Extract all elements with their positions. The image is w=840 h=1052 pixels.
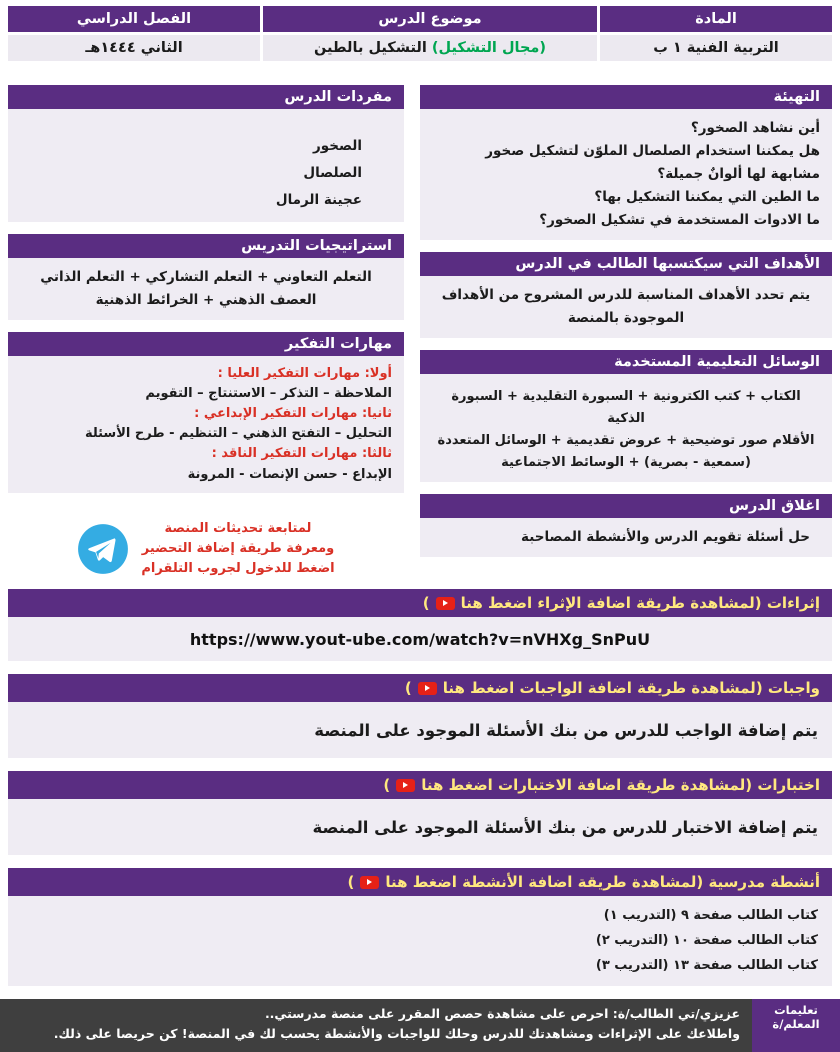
term-value: الثاني ١٤٤٤هـ <box>8 35 260 61</box>
vocabulary-item: الصخور <box>313 138 362 154</box>
activities-header-paren: ) <box>347 873 355 892</box>
youtube-icon[interactable] <box>396 779 415 792</box>
teacher-instructions-text <box>0 999 752 1052</box>
term-column <box>8 6 260 61</box>
topic-column <box>263 6 597 61</box>
thinking-label: ثانيا: مهارات التفكير الإبداعي : <box>194 406 392 422</box>
youtube-icon[interactable] <box>360 876 379 889</box>
vocabulary-body <box>8 109 404 222</box>
vocabulary-item: عجينة الرمال <box>275 192 362 208</box>
aids-line: الأقلام صور توضيحية + عروض تقديمية + الوسائل المتعددة <box>437 432 815 448</box>
thinking-text: الإبداع - حسن الإنصات - المرونة <box>187 466 392 482</box>
tests-header-paren: ) <box>383 776 391 795</box>
teacher-instructions-line: عزيزي/تي الطالب/ة: احرص على مشاهدة حصص المقرر على منصة مدرستي.. <box>264 1006 740 1022</box>
section-homework <box>8 674 832 758</box>
tests-header[interactable] <box>8 771 832 799</box>
homework-header[interactable] <box>8 674 832 702</box>
vocabulary-item: الصلصال <box>303 165 362 181</box>
enrichments-body <box>8 617 832 661</box>
enrichments-header[interactable] <box>8 589 832 617</box>
youtube-icon[interactable] <box>436 597 455 610</box>
telegram-promo-line: اضغط للدخول لجروب التلقرام <box>141 561 335 576</box>
closing-body: حل أسئلة تقويم الدرس والأنشطة المصاحبة <box>420 518 832 557</box>
warmup-line: ما الطين التي يمكننا التشكيل بها؟ <box>594 188 820 205</box>
teacher-instructions-label: تعليمات المعلم/ة <box>752 999 840 1052</box>
activity-line: كتاب الطالب صفحة ٩ (التدريب ١) <box>603 908 818 924</box>
activities-header-label: أنشطة مدرسية (لمشاهدة طريقة اضافة الأنشطة اضغط هنا <box>385 873 820 892</box>
goals-title: الأهداف التي سيكتسبها الطالب في الدرس <box>420 252 832 276</box>
two-column-area <box>8 85 832 589</box>
section-enrichments <box>8 589 832 661</box>
enrichment-url-link[interactable]: https://www.yout-ube.com/watch?v=nVHXg_SnPuU <box>189 629 651 649</box>
goals-body: يتم تحدد الأهداف المناسبة للدرس المشروح من الأهداف الموجودة بالمنصة <box>420 276 832 338</box>
section-activities <box>8 868 832 986</box>
telegram-group-link[interactable] <box>8 505 404 589</box>
enrichments-header-label: إثراءات (لمشاهدة طريقة اضافة الإثراء اضغط هنا <box>460 594 820 613</box>
side-column <box>8 85 404 589</box>
aids-line: (سمعية - بصرية) + الوسائط الاجتماعية <box>501 454 751 470</box>
closing-title: اغلاق الدرس <box>420 494 832 518</box>
telegram-promo-line: ومعرفة طريقة إضافة التحضير <box>141 540 335 556</box>
telegram-promo-text[interactable] <box>141 519 334 579</box>
warmup-line: ما الادوات المستخدمة في تشكيل الصخور؟ <box>539 211 820 228</box>
thinking-text: الملاحظة – التذكر – الاستنتاج – التقويم <box>145 386 392 402</box>
vocabulary-title: مفردات الدرس <box>8 85 404 109</box>
tests-body: يتم إضافة الاختبار للدرس من بنك الأسئلة الموجود على المنصة <box>8 799 832 855</box>
warmup-title: التهيئة <box>420 85 832 109</box>
activities-header[interactable] <box>8 868 832 896</box>
subject-column <box>600 6 832 61</box>
section-teaching-aids <box>420 350 832 482</box>
term-header: الفصل الدراسي <box>8 6 260 32</box>
warmup-body <box>420 109 832 240</box>
topic-value <box>263 35 597 61</box>
strategies-body <box>8 258 404 320</box>
teacher-instructions-bar <box>0 999 840 1052</box>
thinking-label: أولا: مهارات التفكير العليا : <box>217 365 392 381</box>
topic-field-link[interactable]: (مجال التشكيل) <box>431 40 547 56</box>
warmup-line: أين نشاهد الصخور؟ <box>690 120 820 136</box>
telegram-icon[interactable] <box>77 523 129 575</box>
thinking-title: مهارات التفكير <box>8 332 404 356</box>
subject-header: المادة <box>600 6 832 32</box>
section-strategies <box>8 234 404 320</box>
youtube-icon[interactable] <box>418 682 437 695</box>
thinking-text: التحليل – التفتح الذهني – التنظيم - طرح الأسئلة <box>84 426 392 442</box>
topic-value-text: التشكيل بالطين <box>313 40 427 56</box>
thinking-label: ثالثا: مهارات التفكير الناقد : <box>211 446 392 462</box>
thinking-body <box>8 356 404 493</box>
main-column <box>420 85 832 569</box>
subject-value: التربية الفنية ١ ب <box>600 35 832 61</box>
telegram-promo-line: لمتابعة تحديثات المنصة <box>164 520 312 536</box>
strategies-line: العصف الذهني + الخرائط الذهنية <box>95 291 317 308</box>
strategies-title: استراتيجيات التدريس <box>8 234 404 258</box>
activity-line: كتاب الطالب صفحة ١٣ (التدريب ٣) <box>595 957 818 973</box>
aids-title: الوسائل التعليمية المستخدمة <box>420 350 832 374</box>
activity-line: كتاب الطالب صفحة ١٠ (التدريب ٢) <box>595 932 818 948</box>
section-tests <box>8 771 832 855</box>
enrichments-header-paren: ) <box>422 594 430 613</box>
section-thinking-skills <box>8 332 404 493</box>
section-lesson-closing <box>420 494 832 557</box>
homework-body: يتم إضافة الواجب للدرس من بنك الأسئلة الموجود على المنصة <box>8 702 832 758</box>
tests-header-label: اختبارات (لمشاهدة طريقة اضافة الاختبارات اضغط هنا <box>421 776 820 795</box>
warmup-line: هل يمكننا استخدام الصلصال الملوّن لتشكيل صخور مشابهة لها ألوانٌ جميلة؟ <box>485 142 820 182</box>
lesson-info-table <box>8 6 832 61</box>
section-warmup <box>420 85 832 240</box>
teacher-instructions-line: واطلاعك على الإثراءات ومشاهدتك للدرس وحلك للواجبات والأنشطة يحسب لك في المنصة! كن حريصا على ذلك. <box>53 1026 740 1042</box>
aids-line: الكتاب + كتب الكترونية + السبورة التقليدية + السبورة الذكية <box>451 388 801 426</box>
strategies-line: التعلم التعاوني + التعلم التشاركي + التعلم الذاتي <box>40 269 372 285</box>
homework-header-paren: ) <box>404 679 412 698</box>
topic-header: موضوع الدرس <box>263 6 597 32</box>
aids-body <box>420 374 832 482</box>
activities-body <box>8 896 832 986</box>
homework-header-label: واجبات (لمشاهدة طريقة اضافة الواجبات اضغط هنا <box>442 679 820 698</box>
section-goals <box>420 252 832 338</box>
section-vocabulary <box>8 85 404 222</box>
